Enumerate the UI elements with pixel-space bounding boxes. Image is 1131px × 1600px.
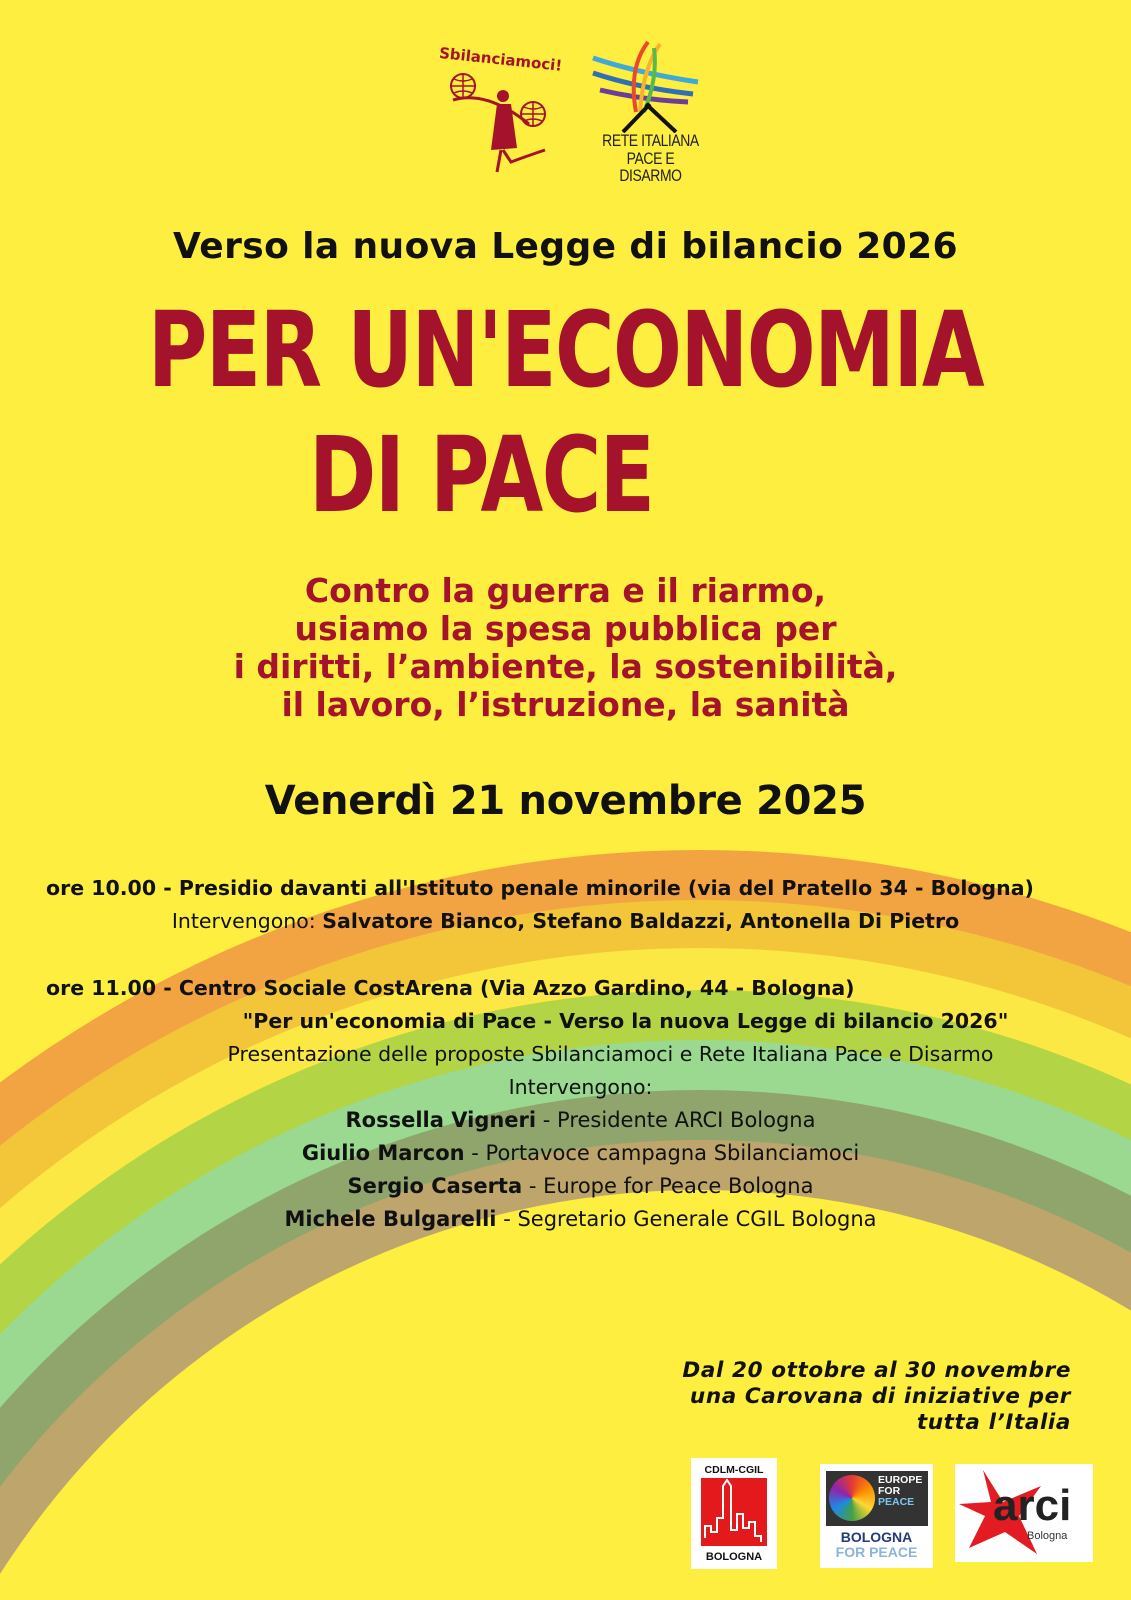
europe-for-peace-banner: [826, 1471, 928, 1526]
speaker-name: Rossella Vigneri: [345, 1108, 537, 1132]
event-2-speakers-label: Intervengono:: [508, 1075, 653, 1099]
speaker-role: - Europe for Peace Bologna: [522, 1174, 814, 1198]
speaker-role: - Segretario Generale CGIL Bologna: [496, 1207, 877, 1231]
speaker-name: Sergio Caserta: [347, 1174, 523, 1198]
headline-line-2: DI PACE: [308, 414, 654, 536]
event-1-title: ore 10.00 - Presidio davanti all'Istituto penale minorile (via del Pratello 34 - Bologna): [46, 876, 1034, 900]
caravan-line: Dal 20 ottobre al 30 novembre: [682, 1358, 1071, 1383]
event-date: Venerdì 21 novembre 2025: [264, 778, 867, 824]
speaker-row: [0, 1137, 1131, 1170]
speaker-row: [0, 1203, 1131, 1236]
speakers-label: Intervengono:: [171, 909, 323, 933]
europe-for-peace-text: EUROPE FOR PEACE: [878, 1474, 923, 1508]
event-1-speakers: [0, 905, 1131, 938]
rete-pace-disarmo-logo: [588, 38, 713, 185]
slogan-line: Contro la guerra e il riarmo,: [304, 571, 827, 610]
speaker-name: Michele Bulgarelli: [284, 1207, 497, 1231]
slogan: [0, 572, 1131, 724]
cgil-towers-icon: [701, 1478, 767, 1546]
caravan-note: [611, 1358, 1071, 1436]
speaker-row: [0, 1104, 1131, 1137]
event-2-title: ore 11.00 - Centro Sociale CostArena (Via Azzo Gardino, 44 - Bologna): [46, 976, 855, 1000]
speaker-row: [0, 1170, 1131, 1203]
peace-wings-icon: [588, 38, 713, 133]
event-2-description: Presentazione delle proposte Sbilanciamoci e Rete Italiana Pace e Disarmo: [227, 1042, 994, 1066]
speaker-name: Giulio Marcon: [301, 1141, 465, 1165]
cgil-logo-bottom-text: BOLOGNA: [705, 1551, 763, 1563]
headline-line-1: PER UN'ECONOMIA: [147, 289, 984, 411]
cgil-logo-top-text: CDLM-CGIL: [704, 1464, 764, 1476]
bologna-for-peace-text: BOLOGNA FOR PEACE: [835, 1529, 918, 1560]
arci-bologna-logo: [955, 1464, 1093, 1562]
sbilanciamoci-logo: [437, 38, 567, 178]
caravan-line: una Carovana di iniziative per: [689, 1384, 1071, 1409]
event-2-quote: "Per un'economia di Pace - Verso la nuova Legge di bilancio 2026": [242, 1009, 1009, 1033]
rainbow-globe-icon: [829, 1475, 875, 1521]
slogan-line: i diritti, l’ambiente, la sostenibilità,: [233, 647, 898, 686]
sbilanciamoci-figure-icon: [437, 38, 567, 178]
rete-logo-line1: RETE ITALIANA: [602, 131, 699, 150]
slogan-line: usiamo la spesa pubblica per: [294, 609, 837, 648]
arci-wordmark: arci: [993, 1481, 1072, 1530]
cgil-bologna-logo: [691, 1458, 777, 1569]
subtitle: Verso la nuova Legge di bilancio 2026: [172, 226, 958, 267]
caravan-line: tutta l’Italia: [916, 1410, 1071, 1435]
slogan-line: il lavoro, l’istruzione, la sanità: [281, 685, 850, 724]
arci-city: Bologna: [1027, 1530, 1068, 1542]
svg-text:Sbilanciamoci!: Sbilanciamoci!: [438, 43, 564, 75]
speakers-names: Salvatore Bianco, Stefano Baldazzi, Antonella Di Pietro: [322, 909, 960, 933]
europe-for-peace-logo: [820, 1464, 933, 1568]
speaker-role: - Presidente ARCI Bologna: [536, 1108, 816, 1132]
speaker-role: - Portavoce campagna Sbilanciamoci: [464, 1141, 860, 1165]
rete-logo-line2: PACE E DISARMO: [619, 149, 682, 185]
